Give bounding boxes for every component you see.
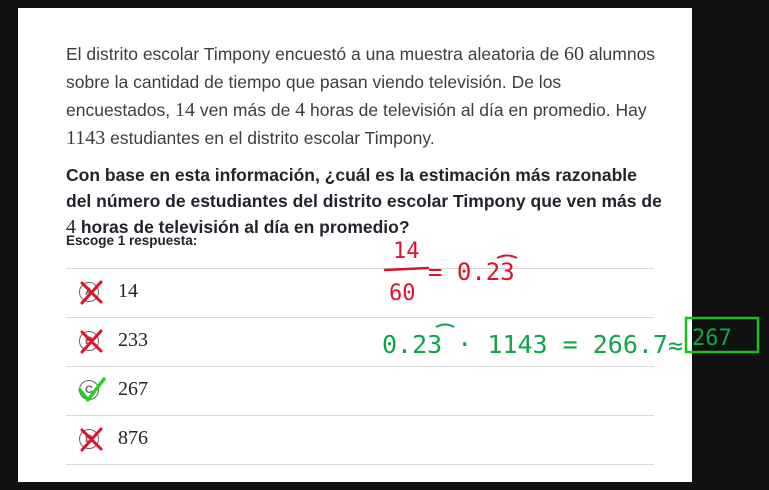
choice-letter-d: D	[79, 429, 99, 449]
choice-letter-c: C	[79, 380, 99, 400]
choice-value-b: 233	[118, 329, 148, 351]
problem-text-2: alumnos sobre la cantidad de tiempo que pasan viendo televisión. De los encuestados,	[66, 44, 656, 120]
approx-symbol: ≈	[668, 331, 684, 360]
question-hours: 4	[66, 216, 76, 238]
choice-letter-a: A	[79, 282, 99, 302]
choice-value-c: 267	[118, 378, 148, 400]
fraction-numerator: 14	[393, 239, 420, 264]
problem-text-3: ven más de	[194, 100, 296, 120]
total-students: 1143	[66, 127, 106, 149]
fraction-bar	[385, 268, 428, 270]
choice-value-a: 14	[118, 280, 138, 302]
fraction-result: = 0.23	[428, 258, 515, 286]
choice-letter-b: B	[79, 331, 99, 351]
fraction-denominator: 60	[389, 281, 416, 306]
question-text-1: Con base en esta información, ¿cuál es la estimación más razonable del número de estudiantes del distrito escolar Timpony que ven más de	[66, 165, 662, 211]
sample-size: 60	[564, 43, 585, 65]
answer-instruction: Escoge 1 respuesta:	[66, 233, 198, 248]
hours-value: 4	[295, 99, 306, 121]
calculation-text: 0.23 · 1143 = 266.7	[382, 330, 668, 359]
problem-text-5: estudiantes en el distrito escolar Timpony.	[105, 128, 435, 148]
problem-text-4: horas de televisión al día en promedio. Hay	[305, 100, 647, 120]
repeating-bar-green	[436, 325, 454, 328]
surveyed-count: 14	[174, 99, 195, 121]
boxed-answer: 267	[692, 326, 732, 351]
problem-text-1: El distrito escolar Timpony encuestó a una muestra aleatoria de	[66, 44, 565, 64]
choice-value-d: 876	[118, 427, 148, 449]
question-text-2: horas de televisión al día en promedio?	[76, 217, 410, 237]
